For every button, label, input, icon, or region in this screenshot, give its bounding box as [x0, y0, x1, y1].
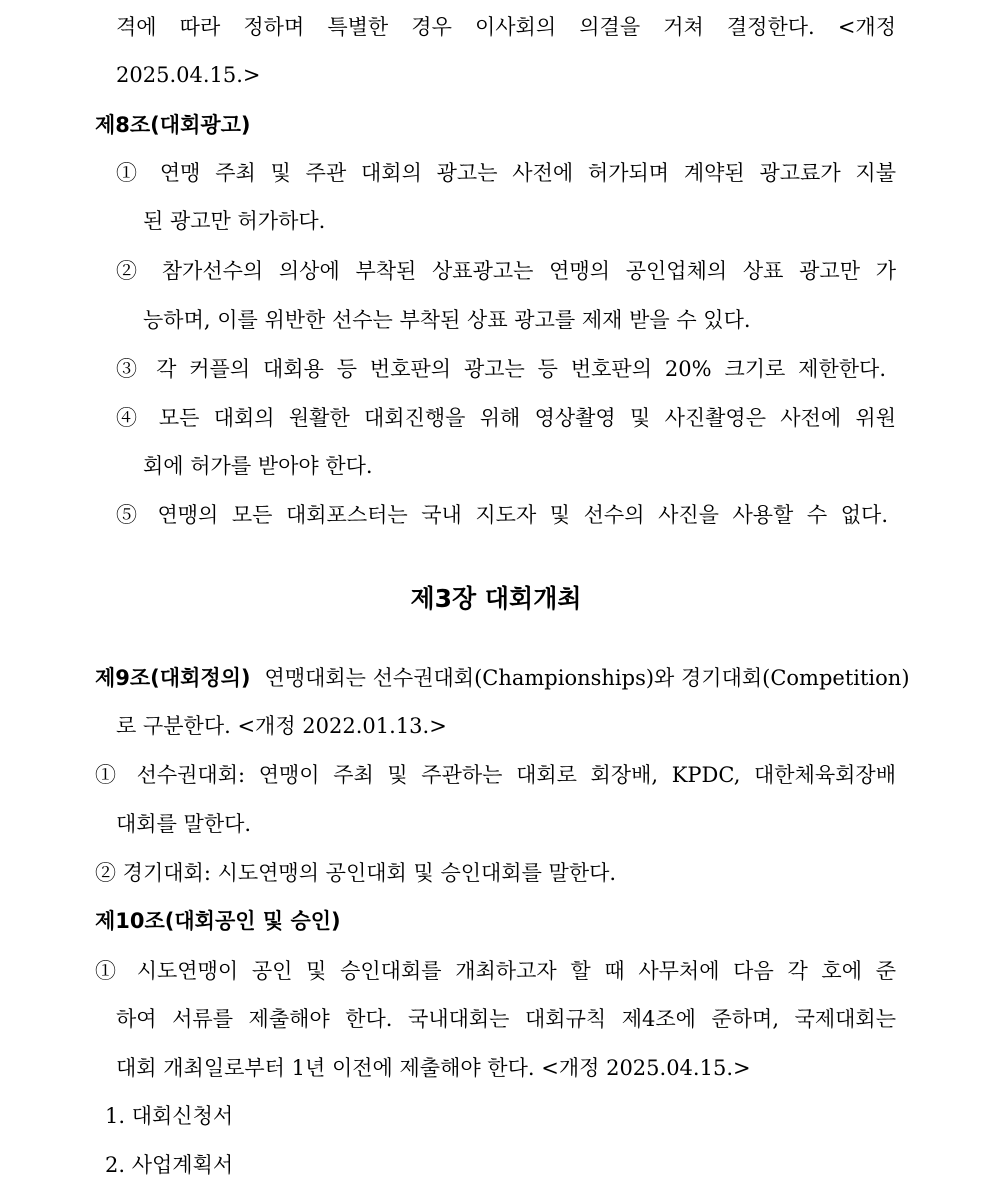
- article-10-sub-item: 1. 대회신청서: [105, 1104, 234, 1128]
- article-8-title: 제8조(대회광고): [95, 113, 251, 137]
- article-8-item-2: ② 참가선수의 의상에 부착된 상표광고는 연맹의 공인업체의 상표 광고만 가: [116, 259, 896, 283]
- article-9-item-1-cont: 대회를 말한다.: [116, 812, 252, 836]
- article-8-item-2-cont: 능하며, 이를 위반한 선수는 부착된 상표 광고를 제재 받을 수 있다.: [143, 308, 751, 332]
- article-8-item-3: ③ 각 커플의 대회용 등 번호판의 광고는 등 번호판의 20% 크기로 제한한다.: [116, 357, 886, 381]
- article-9-title: 제9조(대회정의): [95, 666, 251, 690]
- article-9-line: [95, 663, 910, 693]
- article-9-item-1: ① 선수권대회: 연맹이 주최 및 주관하는 대회로 회장배, KPDC, 대한체육회장배: [95, 763, 896, 787]
- article-10-item-1-cont: 대회 개최일로부터 1년 이전에 제출해야 한다. <개정 2025.04.15.>: [116, 1056, 751, 1080]
- article-10-item-1-cont: 하여 서류를 제출해야 한다. 국내대회는 대회규칙 제4조에 준하며, 국제대회는: [116, 1007, 896, 1031]
- article-8-item-4: ④ 모든 대회의 원활한 대회진행을 위해 영상촬영 및 사진촬영은 사전에 위원: [116, 406, 896, 430]
- article-10-sub-item: 2. 사업계획서: [105, 1153, 234, 1177]
- article-9-text: 연맹대회는 선수권대회(Championships)와 경기대회(Competition): [264, 666, 910, 690]
- paragraph-line: 2025.04.15.>: [116, 63, 261, 87]
- chapter-3-title: 제3장 대회개최: [410, 584, 582, 613]
- article-8-item-1-cont: 된 광고만 허가하다.: [143, 209, 326, 233]
- article-9-text-cont: 로 구분한다. <개정 2022.01.13.>: [116, 714, 447, 738]
- article-10-item-1: ① 시도연맹이 공인 및 승인대회를 개최하고자 할 때 사무처에 다음 각 호에 준: [95, 959, 896, 983]
- article-8-item-5: ⑤ 연맹의 모든 대회포스터는 국내 지도자 및 선수의 사진을 사용할 수 없다.: [116, 503, 888, 527]
- article-9-item-2: ② 경기대회: 시도연맹의 공인대회 및 승인대회를 말한다.: [95, 861, 617, 885]
- paragraph-line: 격에 따라 정하며 특별한 경우 이사회의 의결을 거쳐 결정한다. <개정: [116, 15, 896, 39]
- article-8-item-4-cont: 회에 허가를 받아야 한다.: [143, 454, 373, 478]
- article-8-item-1: ① 연맹 주최 및 주관 대회의 광고는 사전에 허가되며 계약된 광고료가 지불: [116, 161, 896, 185]
- article-10-title: 제10조(대회공인 및 승인): [95, 909, 341, 933]
